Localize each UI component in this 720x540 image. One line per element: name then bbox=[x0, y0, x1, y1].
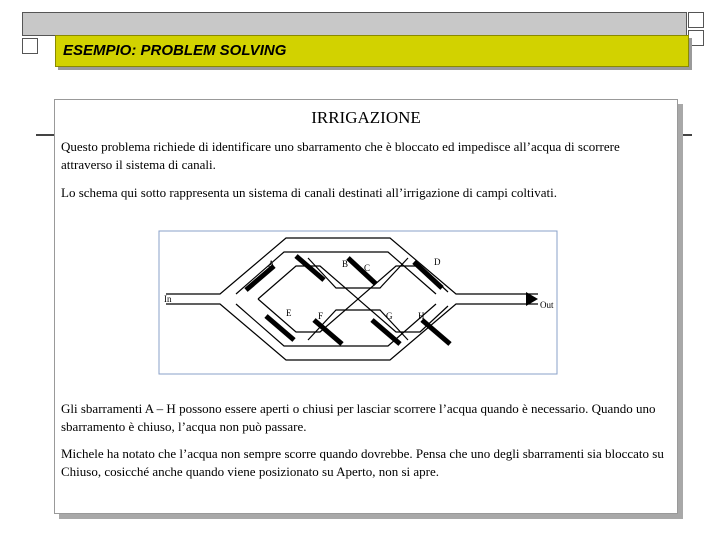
paragraph-michele: Michele ha notato che l’acqua non sempre scorre quando dovrebbe. Pensa che uno degli sbarramenti sia bloccato su Chiuso, cosicché anche quando viene posizionato su Aperto, non si apre. bbox=[61, 446, 664, 479]
gate-label-g: G bbox=[386, 311, 393, 321]
corner-square bbox=[688, 12, 704, 28]
slide-title-bar bbox=[55, 35, 689, 67]
panel-heading: IRRIGAZIONE bbox=[311, 108, 421, 127]
gate-label-f: F bbox=[318, 311, 324, 321]
corner-square bbox=[22, 38, 38, 54]
gate-label-h: H bbox=[418, 311, 425, 321]
gate-label-e: E bbox=[286, 308, 292, 318]
slide-title: ESEMPIO: PROBLEM SOLVING bbox=[63, 42, 287, 59]
paragraph-gates: Gli sbarramenti A – H possono essere aperti o chiusi per lasciar scorrere l’acqua quando è necessario. Quando uno sbarramento è chiuso, l’acqua non può passare. bbox=[61, 401, 656, 434]
top-bar bbox=[22, 12, 687, 36]
out-label: Out bbox=[540, 300, 554, 310]
content-panel bbox=[54, 99, 678, 514]
paragraph-schema: Lo schema qui sotto rappresenta un sistema di canali destinati all’irrigazione di campi coltivati. bbox=[61, 185, 558, 200]
canal-diagram bbox=[158, 230, 558, 375]
gate-label-c: C bbox=[364, 263, 371, 273]
corner-square bbox=[688, 30, 704, 46]
paragraph-intro: Questo problema richiede di identificare uno sbarramento che è bloccato ed impedisce all’acqua di scorrere attraverso il sistema di canali. bbox=[61, 139, 620, 172]
gate-label-d: D bbox=[434, 257, 441, 267]
gate-label-a: A bbox=[268, 259, 275, 269]
in-label: In bbox=[164, 294, 172, 304]
gate-label-b: B bbox=[342, 259, 349, 269]
